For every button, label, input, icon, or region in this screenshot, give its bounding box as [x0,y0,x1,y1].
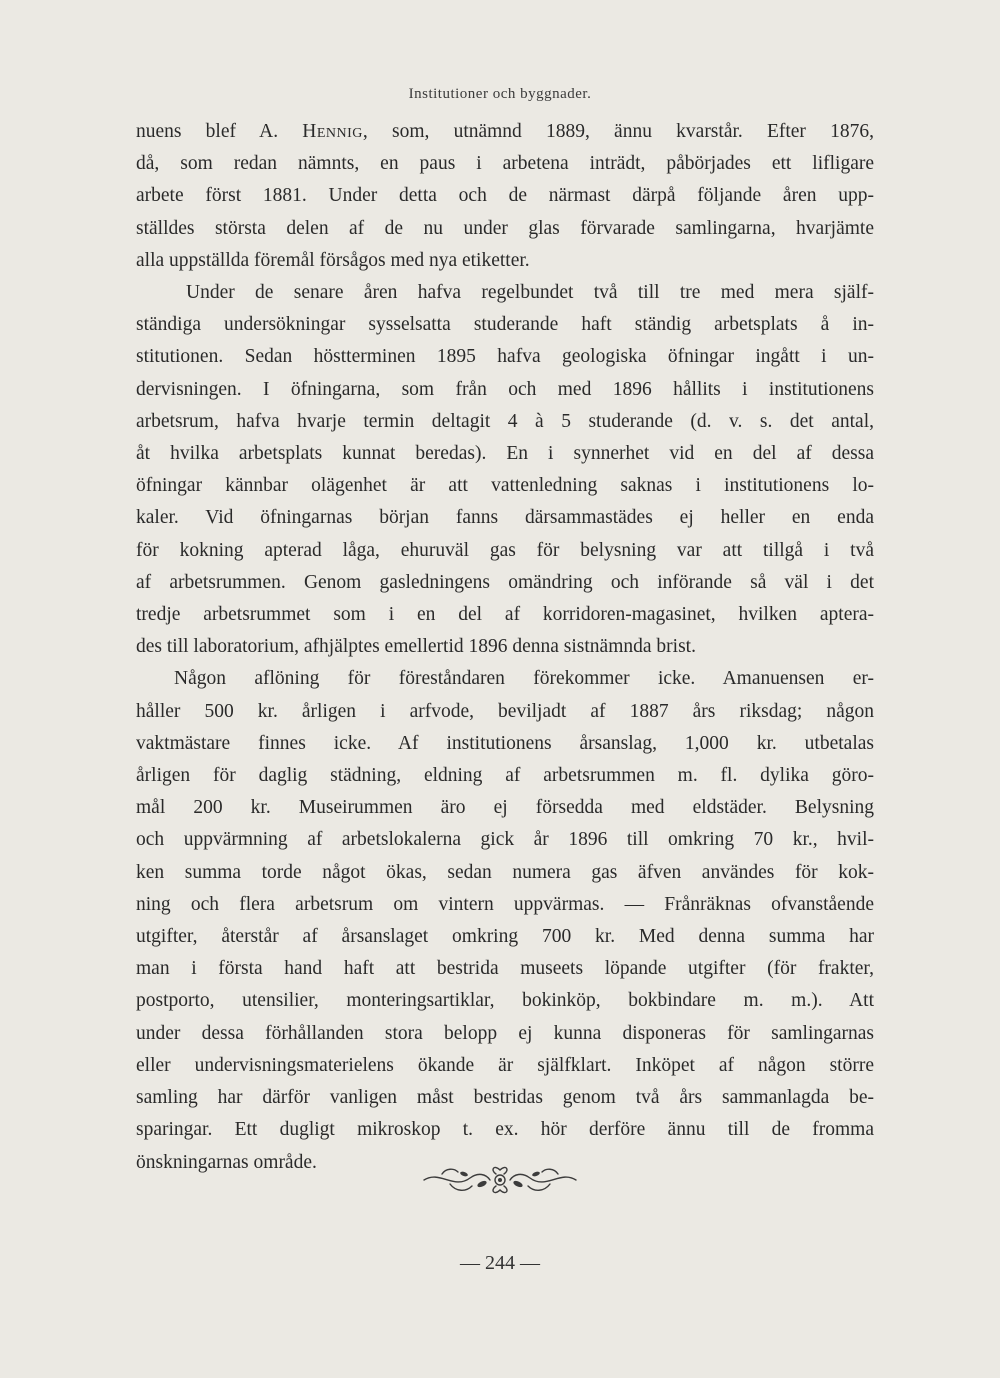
text-line: man i första hand haft att bestrida museets löpande utgifter (för frakter, [136,958,874,980]
text-line: mål 200 kr. Museirummen äro ej försedda med eldstäder. Belysning [136,797,874,819]
text-line: arbete först 1881. Under detta och de närmast därpå följande åren upp- [136,185,874,207]
text-line: öfningar kännbar olägenhet är att vattenledning saknas i institutionens lo- [136,475,874,497]
text-line: utgifter, återstår af årsanslaget omkring 700 kr. Med denna summa har [136,926,874,948]
text-line: nuens blef A. Hennig, som, utnämnd 1889, ännu kvarstår. Efter 1876, [136,121,874,142]
author-name: Hennig [302,121,363,142]
text-line: under dessa förhållanden stora belopp ej kunna disponeras för samlingarnas [136,1022,874,1044]
text-line: af arbetsrummen. Genom gasledningens omändring och införande så väl i det [136,571,874,593]
text-line: åt hvilka arbetsplats kunnat beredas). En i synnerhet vid en del af dessa [136,443,874,465]
page-number: — 244 — [460,1252,540,1274]
body-text [136,116,874,1179]
text-line: postporto, utensilier, monteringsartiklar, bokinköp, bokbindare m. m.). Att [136,990,874,1012]
text-line: kaler. Vid öfningarnas början fanns därsammastädes ej heller en enda [136,507,874,529]
text-line: samling har därför vanligen måst bestridas genom två års sammanlagda be- [136,1087,874,1109]
text-line: för kokning apterad låga, ehuruväl gas för belysning var att tillgå i två [136,539,874,561]
text-line: Någon aflöning för föreståndaren förekommer icke. Amanuensen er- [174,668,874,690]
text-line: des till laboratorium, afhjälptes emellertid 1896 denna sistnämnda brist. [136,636,696,658]
text-line: arbetsrum, hafva hvarje termin deltagit 4 à 5 studerande (d. v. s. det antal, [136,410,874,432]
text-line: ställdes största delen af de nu under glas förvarade samlingarna, hvarjämte [136,217,874,239]
text-line: tredje arbetsrummet som i en del af korridoren-magasinet, hvilken aptera- [136,604,874,626]
text-line: alla uppställda föremål försågos med nya etiketter. [136,249,530,271]
text-line: ken summa torde något ökas, sedan numera gas äfven användes för kok- [136,861,874,883]
text-line: önskningarnas område. [136,1151,317,1173]
floral-vignette-icon [420,1162,580,1198]
text-line: och uppvärmning af arbetslokalerna gick år 1896 till omkring 70 kr., hvil- [136,829,874,851]
running-header: Institutioner och byggnader. [408,86,592,102]
text-line: stitutionen. Sedan höstterminen 1895 hafva geologiska öfningar ingått i un- [136,346,874,368]
text-line: vaktmästare finnes icke. Af institutionens årsanslag, 1,000 kr. utbetalas [136,732,874,754]
text-line: ning och flera arbetsrum om vintern uppvärmas. — Frånräknas ofvanstående [136,893,874,915]
text-line: då, som redan nämnts, en paus i arbetena inträdt, påbörjades ett lifligare [136,153,874,175]
text-line: årligen för daglig städning, eldning af arbetsrummen m. fl. dylika göro- [136,765,874,787]
text-line: sparingar. Ett dugligt mikroskop t. ex. hör derföre ännu till de fromma [136,1119,874,1141]
text-line: Under de senare åren hafva regelbundet två till tre med mera själf- [186,282,874,304]
text-line: dervisningen. I öfningarna, som från och med 1896 hållits i institutionens [136,378,874,400]
text-line: håller 500 kr. årligen i arfvode, beviljadt af 1887 års riksdag; någon [136,700,874,722]
text-line: ständiga undersökningar sysselsatta studerande haft ständig arbetsplats å in- [136,314,874,336]
text-line: eller undervisningsmaterielens ökande är själfklart. Inköpet af någon större [136,1054,874,1076]
